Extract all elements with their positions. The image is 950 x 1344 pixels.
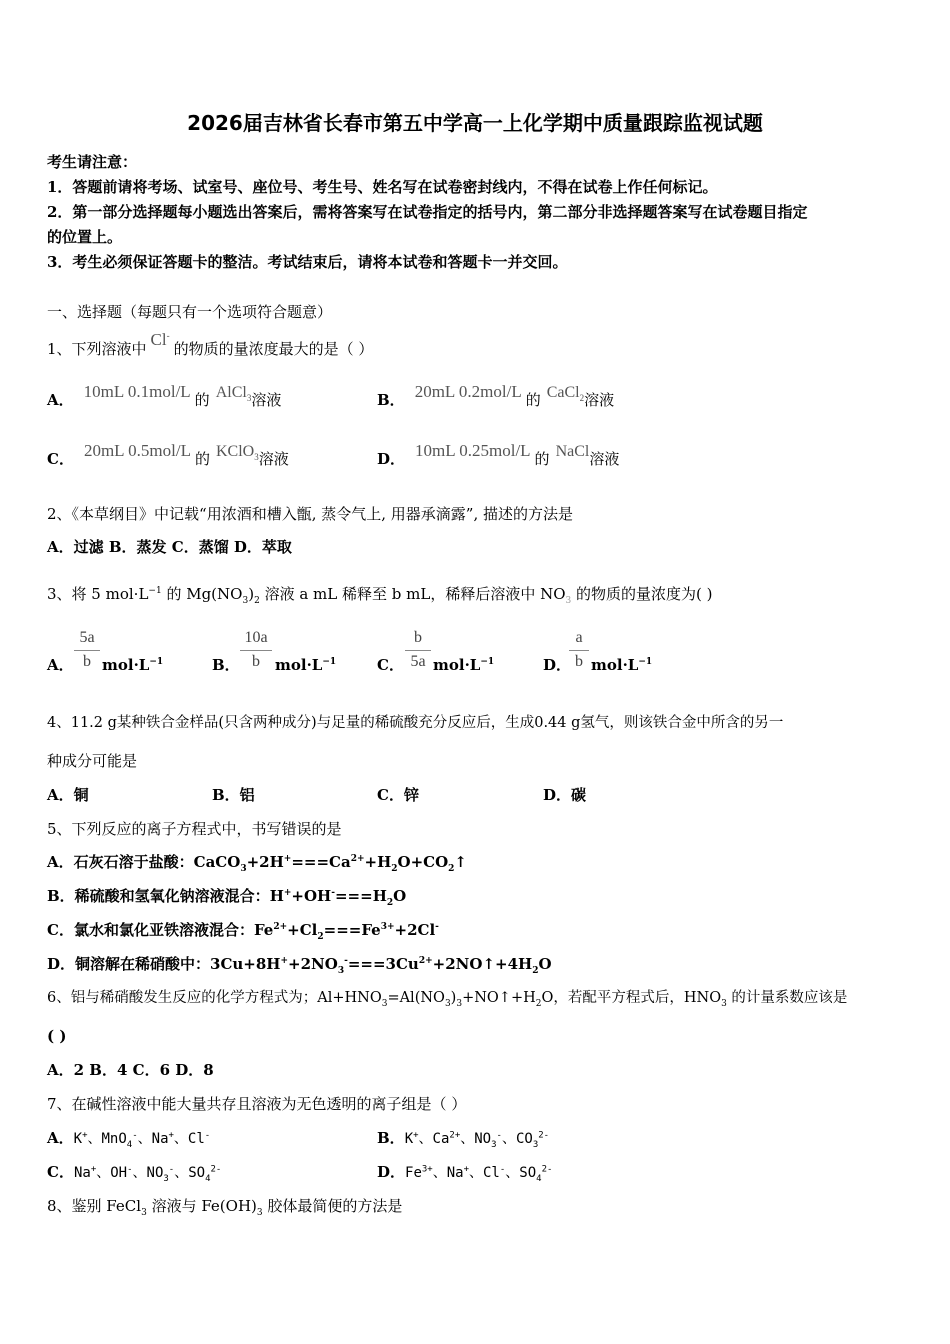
q8-stem: 8、鉴别 FeCl$_3$ 溶液与 $Fe(OH)_3$ 胶体最简便的方法是: [47, 1197, 403, 1218]
q4-option-d: D．碳: [543, 786, 587, 804]
q2-options: A．过滤 B．蒸发 C．蒸馏 D．萃取: [47, 538, 292, 556]
q4-option-c: C．锌: [377, 786, 419, 804]
q3-option-d-fraction: a b: [569, 629, 589, 671]
notice-item-2: 2．第一部分选择题每小题选出答案后，需将答案写在试卷指定的括号内，第二部分非选择题答案写在试卷题目指定: [47, 203, 808, 221]
notice-item-2-cont: 的位置上。: [47, 228, 123, 246]
notice-heading: 考生请注意：: [47, 153, 138, 171]
q3-option-a-fraction: 5a b: [74, 629, 100, 671]
q4-stem-cont: 种成分可能是: [47, 752, 138, 770]
q2-stem: 2、《本草纲目》中记载“用浓酒和槽入甑, 蒸令气上, 用器承滴露”, 描述的方法是: [47, 505, 573, 523]
q3-option-a-label: A．: [47, 656, 74, 674]
q3-option-c-label: C．: [377, 656, 404, 674]
q7-option-d: D．$Fe^{3+}$、Na+、Cl-、$SO_4^{2-}$: [377, 1163, 553, 1184]
page-title: 2026届吉林省长春市第五中学高一上化学期中质量跟踪监视试题: [187, 111, 763, 135]
q3-option-d-unit: $mol\cdot L^{-1}$: [591, 656, 653, 674]
notice-item-3: 3．考生必须保证答题卡的整洁。考试结束后，请将本试卷和答题卡一并交回。: [47, 253, 568, 271]
q3-option-b-fraction: 10a b: [240, 629, 272, 671]
q4-option-a: A．铜: [47, 786, 89, 804]
q5-option-a: A．石灰石溶于盐酸：$CaCO_3+2H^+===Ca^{2+}+H_2O+CO_2↑$: [47, 853, 467, 874]
q7-option-b: B．K+、$Ca^{2+}$、$NO_3^-$、$CO_3^{2-}$: [377, 1129, 550, 1150]
q1-option-d: D． 10mL 0.25mol/L 的 NaCl溶液: [377, 441, 620, 468]
q7-option-a: A．K+、MnO$_4$-、Na+、Cl-: [47, 1129, 211, 1150]
q3-option-c-fraction: b 5a: [405, 629, 431, 671]
q1-option-b: B． 20mL 0.2mol/L 的 CaCl$_2$溶液: [377, 382, 615, 409]
q1-stem: 1、下列溶液中 Cl-的物质的量浓度最大的是（ ）: [47, 330, 374, 358]
q4-stem: 4、11.2 g某种铁合金样品(只含两种成分)与足量的稀硫酸充分反应后，生成0.44 g氢气，则该铁合金中所含的另一: [47, 715, 784, 731]
q3-option-b-label: B．: [212, 656, 240, 674]
q5-option-c: C．氯水和氯化亚铁溶液混合：$Fe^{2+}+Cl_2===Fe^{3+}+2Cl^-$: [47, 921, 439, 942]
q1-option-a: A． 10mL 0.1mol/L 的 AlCl$_3$溶液: [47, 382, 282, 409]
q5-option-b: B．稀硫酸和氢氧化钠溶液混合：$H^++OH^-===H_2O$: [47, 887, 407, 908]
section-heading: 一、选择题（每题只有一个选项符合题意）: [47, 303, 333, 321]
q3-option-c-unit: $mol\cdot L^{-1}$: [433, 656, 495, 674]
q3-option-d-label: D．: [543, 656, 572, 674]
q1-option-c: C． 20mL 0.5mol/L 的 KClO$_3$溶液: [47, 441, 289, 468]
q6-options: A．2 B．4 C．6 D．8: [47, 1061, 214, 1079]
q3-option-b-unit: $mol\cdot L^{-1}$: [275, 656, 337, 674]
q6-stem-cont: ( ): [47, 1027, 67, 1045]
q3-option-a-unit: $mol\cdot L^{-1}$: [102, 656, 164, 674]
q6-stem: 6、铝与稀硝酸发生反应的化学方程式为；$Al+HNO_3=Al(NO_3)_3+NO↑+H_2O$，若配平方程式后，$HNO_3$ 的计量系数应该是: [47, 990, 848, 1009]
q7-option-c: C．Na+、OH-、$NO_3^-$、$SO_4^{2-}$: [47, 1163, 222, 1184]
q3-stem: 3、将 5 $mol\cdot L^{-1}$ 的 $Mg(NO_3)_2$ 溶液 a mL 稀释至 b mL，稀释后溶液中 $NO_3$ 的物质的量浓度为( ): [47, 585, 713, 606]
q5-stem: 5、下列反应的离子方程式中，书写错误的是: [47, 820, 342, 838]
q7-stem: 7、在碱性溶液中能大量共存且溶液为无色透明的离子组是（ ）: [47, 1095, 467, 1113]
notice-item-1: 1．答题前请将考场、试室号、座位号、考生号、姓名写在试卷密封线内，不得在试卷上作任何标记。: [47, 178, 718, 196]
q5-option-d: D．铜溶解在稀硝酸中：$3Cu+8H^++2NO_3^-===3Cu^{2+}+2NO↑+4H_2O$: [47, 955, 552, 976]
q4-option-b: B．铝: [212, 786, 255, 804]
